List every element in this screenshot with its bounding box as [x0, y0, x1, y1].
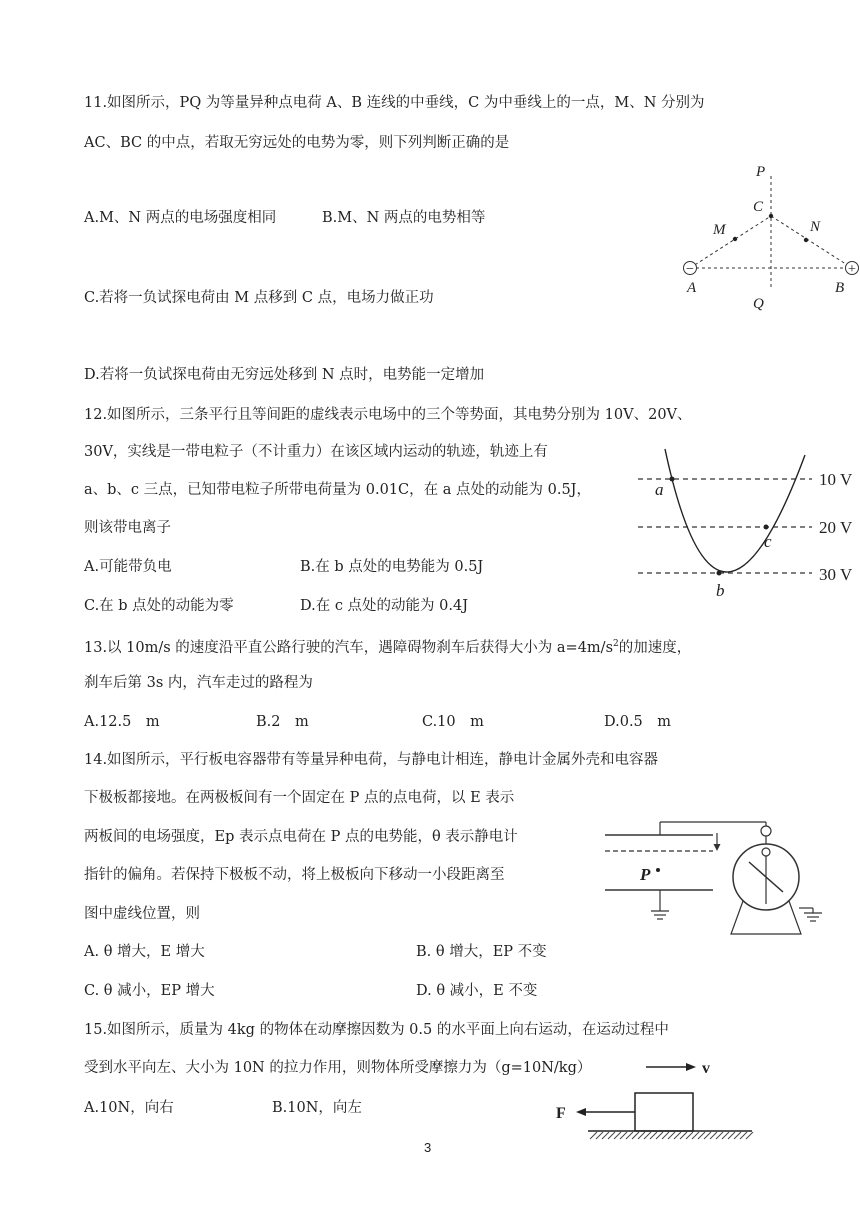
q15-figure [550, 1055, 755, 1145]
label-p: P [756, 164, 766, 180]
hatch-line [686, 1132, 693, 1139]
q15-stem-line1: 15.如图所示，质量为 4kg 的物体在动摩擦因数为 0.5 的水平面上向右运动，在运动过程中 [84, 1022, 669, 1038]
hatch-line [674, 1132, 681, 1139]
label-m: M [713, 222, 726, 238]
label-10v: 10 V [819, 470, 853, 489]
hatch-line [734, 1132, 741, 1139]
hatch-line [692, 1132, 699, 1139]
hatch-line [614, 1132, 621, 1139]
q12-stem-line3: a、b、c 三点，已知带电粒子所带电荷量为 0.01C，在 a 点处的动能为 0.5J， [84, 482, 591, 498]
hatch-line [590, 1132, 597, 1139]
q13-stem-line1 [84, 634, 691, 658]
page-number: 3 [424, 1140, 432, 1155]
q11-option-c: C.若将一负试探电荷由 M 点移到 C 点，电场力做正功 [84, 290, 434, 306]
q14-option-d: D. θ 减小，E 不变 [416, 983, 538, 999]
q11-option-a: A.M、N 两点的电场强度相同 [84, 210, 277, 226]
hatch-line [740, 1132, 747, 1139]
label-b: B [835, 280, 845, 296]
label-f: F [556, 1105, 566, 1122]
q11-stem-line1: 11.如图所示，PQ 为等量异种点电荷 A、B 连线的中垂线，C 为中垂线上的一点，M、N 分别为 [84, 95, 705, 111]
q14-option-a: A. θ 增大，E 增大 [84, 944, 205, 960]
q13-option-b: B.2 m [256, 714, 309, 730]
hatch-line [716, 1132, 723, 1139]
hatch-line [596, 1132, 603, 1139]
q11-option-d: D.若将一负试探电荷由无穷远处移到 N 点时，电势能一定增加 [84, 367, 485, 383]
q15-option-b: B.10N，向左 [272, 1100, 362, 1116]
minus-charge-label: − [686, 262, 694, 277]
hatch-line [638, 1132, 645, 1139]
hatch-line [608, 1132, 615, 1139]
q11-option-b: B.M、N 两点的电势相等 [322, 210, 486, 226]
label-b: b [716, 581, 725, 600]
hatch-line [656, 1132, 663, 1139]
hatch-line [722, 1132, 729, 1139]
label-v: v [702, 1060, 710, 1077]
hatch-line [602, 1132, 609, 1139]
q13-stem-text: 13.以 10m/s 的速度沿平直公路行驶的汽车，遇障碍物刹车后获得大小为 a=4m/s [84, 639, 614, 656]
q12-stem-line2: 30V，实线是一带电粒子（不计重力）在该区域内运动的轨迹，轨迹上有 [84, 444, 548, 460]
q13-option-d: D.0.5 m [604, 714, 672, 730]
q14-stem-line3: 两板间的电场强度，Ep 表示点电荷在 P 点的电势能，θ 表示静电计 [84, 829, 518, 845]
hatch-line [644, 1132, 651, 1139]
label-n: N [810, 219, 821, 235]
q13-stem-tail: 的加速度， [618, 639, 692, 656]
plus-charge-label: + [848, 262, 856, 277]
q14-figure [605, 812, 830, 937]
q14-option-c: C. θ 减小，EP 增大 [84, 983, 215, 999]
hatch-line [704, 1132, 711, 1139]
q14-stem-line5: 图中虚线位置，则 [84, 906, 200, 922]
q12-stem-line1: 12.如图所示，三条平行且等间距的虚线表示电场中的三个等势面，其电势分别为 10V、20V、 [84, 407, 692, 423]
q12-option-a: A.可能带负电 [84, 559, 172, 575]
q15-stem-line2: 受到水平向左、大小为 10N 的拉力作用，则物体所受摩擦力为（g=10N/kg） [84, 1060, 592, 1076]
hatch-line [626, 1132, 633, 1139]
q13-superscript: 2 [613, 639, 619, 649]
q14-stem-line2: 下极板都接地。在两极板间有一个固定在 P 点的点电荷，以 E 表示 [84, 790, 515, 806]
q14-stem-line1: 14.如图所示，平行板电容器带有等量异种电荷，与静电计相连，静电计金属外壳和电容器 [84, 752, 659, 768]
label-p: P [640, 865, 651, 884]
q12-figure [635, 452, 860, 602]
hatch-line [746, 1132, 753, 1139]
q11-figure [675, 158, 860, 318]
hatch-line [662, 1132, 669, 1139]
hatch-line [710, 1132, 717, 1139]
hatch-line [650, 1132, 657, 1139]
label-20v: 20 V [819, 518, 853, 537]
label-q: Q [753, 296, 764, 312]
q13-option-a: A.12.5 m [84, 714, 160, 730]
q14-option-b: B. θ 增大，EP 不变 [416, 944, 547, 960]
q14-stem-line4: 指针的偏角。若保持下极板不动，将上极板向下移动一小段距离至 [84, 867, 505, 883]
hatch-line [698, 1132, 705, 1139]
hatch-line [728, 1132, 735, 1139]
hatch-line [632, 1132, 639, 1139]
q11-stem-line2: AC、BC 的中点，若取无穷远处的电势为零，则下列判断正确的是 [84, 135, 510, 151]
q15-option-a: A.10N，向右 [84, 1100, 174, 1116]
q13-option-c: C.10 m [422, 714, 484, 730]
q12-option-c: C.在 b 点处的动能为零 [84, 598, 234, 614]
q12-option-d: D.在 c 点处的动能为 0.4J [300, 598, 469, 614]
label-c: C [753, 199, 764, 215]
q13-stem-line2: 刹车后第 3s 内，汽车走过的路程为 [84, 675, 313, 691]
ground-hatching [590, 1132, 753, 1139]
hatch-line [668, 1132, 675, 1139]
hatch-line [620, 1132, 627, 1139]
label-c: c [764, 532, 772, 551]
hatch-line [680, 1132, 687, 1139]
label-a: a [655, 480, 664, 499]
label-30v: 30 V [819, 565, 853, 584]
q12-option-b: B.在 b 点处的电势能为 0.5J [300, 559, 484, 575]
label-a: A [687, 280, 697, 296]
q12-stem-line4: 则该带电离子 [84, 520, 171, 536]
